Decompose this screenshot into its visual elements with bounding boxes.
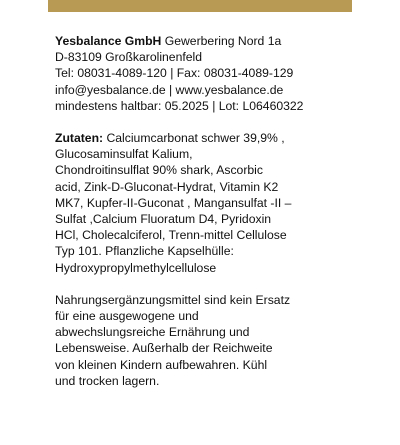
header-gold-band [48,0,352,12]
ingredients-line: HCl, Cholecalciferol, Trenn-mittel Cellulose [55,228,287,243]
notice-line: für eine ausgewogene und [55,309,199,324]
ingredients-text: Calciumcarbonat schwer 39,9% , [103,131,285,146]
company-info [55,33,355,114]
ingredients-line: MK7, Kupfer-II-Guconat , Mangansulfat -II – [55,195,292,210]
notice-line: Lebensweise. Außerhalb der Reichweite [55,341,273,356]
company-street: Gewerbering Nord 1a [164,34,282,48]
company-contact: info@yesbalance.de | www.yesbalance.de [55,82,284,97]
notice-line: und trocken lagern. [55,373,160,388]
ingredients-line: acid, Zink-D-Gluconat-Hydrat, Vitamin K2 [55,179,279,194]
notice-line: abwechslungsreiche Ernährung und [55,325,250,340]
ingredients-line: Hydroxypropylmethylcellulose [55,260,217,275]
notice-line: von kleinen Kindern aufbewahren. Kühl [55,357,268,372]
ingredients-line: Typ 101. Pflanzliche Kapselhülle: [55,244,234,259]
ingredients-line [55,130,355,146]
ingredients-line: Sulfat ,Calcium Fluoratum D4, Pyridoxin [55,212,272,227]
company-city: D-83109 Großkarolinenfeld [55,50,203,65]
company-phone-fax: Tel: 08031-4089-120 | Fax: 08031-4089-129 [55,66,294,81]
best-before-lot: mindestens haltbar: 05.2025 | Lot: L06460322 [55,98,304,113]
company-name: Yesbalance GmbH [55,34,162,48]
ingredients-line: Glucosaminsulfat Kalium, [55,147,193,162]
notice-line: Nahrungsergänzungsmittel sind kein Ersatz [55,292,291,307]
label-text-block [55,33,355,389]
ingredients-line: Chondroitinsulflat 90% shark, Ascorbic [55,163,263,178]
company-address-line [55,33,355,49]
notice-section [55,292,355,389]
ingredients-label: Zutaten: [55,131,104,146]
ingredients-section [55,130,355,276]
